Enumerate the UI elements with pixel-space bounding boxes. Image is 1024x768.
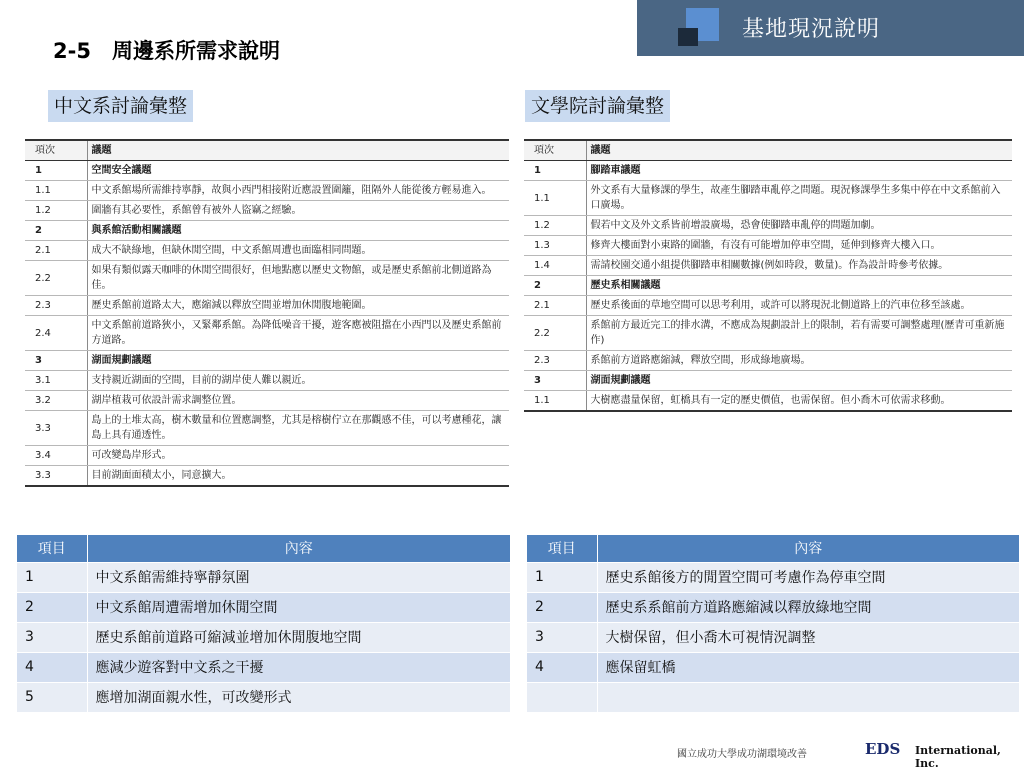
column-header: 內容: [597, 535, 1019, 562]
summary-number: [527, 682, 597, 712]
summary-number: 5: [17, 682, 87, 712]
right-section-heading: 文學院討論彙整: [525, 90, 670, 122]
item-text: 假若中文及外文系皆前增設廣場，恐會使腳踏車亂停的問題加劇。: [586, 216, 1012, 236]
table-row: [25, 296, 509, 316]
item-number: 2.2: [25, 261, 87, 296]
item-text: 與系館活動相關議題: [87, 221, 509, 241]
item-text: 成大不缺綠地，但缺休閒空間，中文系館周遭也面臨相同問題。: [87, 241, 509, 261]
item-text: 歷史系相關議題: [586, 276, 1012, 296]
item-text: 島上的土堆太高，樹木數量和位置應調整，尤其是榕樹佇立在那觀感不佳，可以考慮種花，讓島上具有通透性。: [87, 411, 509, 446]
item-text: 目前湖面面積太小，同意擴大。: [87, 466, 509, 487]
item-text: 歷史系館前道路太大，應縮減以釋放空間並增加休閒腹地範圍。: [87, 296, 509, 316]
item-number: 3.3: [25, 466, 87, 487]
right-summary-table: [527, 535, 1019, 712]
footer-eds-logo: EDS: [865, 740, 901, 758]
table-row: [524, 296, 1012, 316]
table-row: [524, 216, 1012, 236]
summary-text: 大樹保留，但小喬木可視情況調整: [597, 622, 1019, 652]
item-number: 3: [524, 371, 586, 391]
item-text: 湖面規劃議題: [87, 351, 509, 371]
item-text: 修齊大樓面對小東路的圍牆，有沒有可能增加停車空間，延伸到修齊大樓入口。: [586, 236, 1012, 256]
footer-university: 國立成功大學成功湖環境改善: [677, 749, 807, 760]
item-number: 1.2: [25, 201, 87, 221]
summary-row: [527, 562, 1019, 592]
table-row: [524, 371, 1012, 391]
table-row: [25, 466, 509, 487]
summary-row: [527, 592, 1019, 622]
table-row: [25, 371, 509, 391]
item-number: 2.3: [25, 296, 87, 316]
item-number: 1.3: [524, 236, 586, 256]
item-text: 如果有類似露天咖啡的休閒空間很好，但地點應以歷史文物館，或是歷史系館前北側道路為佳。: [87, 261, 509, 296]
item-number: 1: [25, 161, 87, 181]
table-row: [25, 446, 509, 466]
left-summary-table: [17, 535, 510, 712]
table-row: [25, 261, 509, 296]
header-banner: [637, 0, 1024, 56]
item-number: 1.1: [524, 391, 586, 412]
item-number: 3: [25, 351, 87, 371]
table-row: [524, 161, 1012, 181]
item-text: 中文系館前道路狹小，又緊鄰系館。為降低噪音干擾，遊客應被阻擋在小西門以及歷史系館前方道路。: [87, 316, 509, 351]
banner-square-dark: [678, 28, 698, 46]
item-text: 系館前方最近完工的排水溝，不應成為規劃設計上的限制，若有需要可調整處理(歷青可重新施作): [586, 316, 1012, 351]
item-number: 2.2: [524, 316, 586, 351]
table-row: [524, 391, 1012, 412]
item-number: 1.1: [524, 181, 586, 216]
summary-text: 應減少遊客對中文系之干擾: [87, 652, 510, 682]
item-text: 圍牆有其必要性，系館曾有被外人盜竊之經驗。: [87, 201, 509, 221]
item-text: 大樹應盡量保留，虹橋具有一定的歷史價值，也需保留。但小喬木可依需求移動。: [586, 391, 1012, 412]
item-text: 湖岸植栽可依設計需求調整位置。: [87, 391, 509, 411]
table-row: [524, 181, 1012, 216]
item-text: 支持親近湖面的空間，目前的湖岸使人難以親近。: [87, 371, 509, 391]
summary-text: 應增加湖面親水性，可改變形式: [87, 682, 510, 712]
right-source-table: [524, 139, 1012, 412]
item-number: 3.4: [25, 446, 87, 466]
summary-number: 3: [527, 622, 597, 652]
table-row: [25, 411, 509, 446]
table-row: [524, 316, 1012, 351]
summary-number: 4: [17, 652, 87, 682]
item-text: 可改變島岸形式。: [87, 446, 509, 466]
item-number: 2.1: [524, 296, 586, 316]
summary-text: 歷史系館前道路可縮減並增加休閒腹地空間: [87, 622, 510, 652]
item-number: 3.2: [25, 391, 87, 411]
left-source-table: [25, 139, 509, 487]
summary-text: 應保留虹橋: [597, 652, 1019, 682]
table-row: [524, 276, 1012, 296]
item-text: 空間安全議題: [87, 161, 509, 181]
item-text: 歷史系後面的草地空間可以思考利用，或許可以將現況北側道路上的汽車位移至該處。: [586, 296, 1012, 316]
table-row: [25, 181, 509, 201]
table-header-row: [524, 140, 1012, 161]
summary-number: 2: [527, 592, 597, 622]
footer-international: International, Inc.: [915, 744, 1001, 768]
table-header-row: [527, 535, 1019, 562]
table-row: [524, 236, 1012, 256]
summary-text: 中文系館需維持寧靜氛圍: [87, 562, 510, 592]
column-header: 議題: [586, 140, 1012, 161]
summary-row: [527, 652, 1019, 682]
item-text: 中文系館場所需維持寧靜，故與小西門相接附近應設置圍籬，阻隔外人能從後方輕易進入。: [87, 181, 509, 201]
summary-number: 2: [17, 592, 87, 622]
column-header: 項次: [25, 140, 87, 161]
table-row: [25, 351, 509, 371]
item-number: 2.3: [524, 351, 586, 371]
item-number: 1: [524, 161, 586, 181]
item-number: 3.3: [25, 411, 87, 446]
summary-number: 1: [527, 562, 597, 592]
item-number: 1.4: [524, 256, 586, 276]
table-row: [25, 201, 509, 221]
table-row: [25, 391, 509, 411]
item-number: 1.2: [524, 216, 586, 236]
table-header-row: [17, 535, 510, 562]
left-section-heading: 中文系討論彙整: [48, 90, 193, 122]
item-number: 2: [524, 276, 586, 296]
summary-row: [17, 622, 510, 652]
item-number: 1.1: [25, 181, 87, 201]
column-header: 內容: [87, 535, 510, 562]
summary-text: 歷史系系館前方道路應縮減以釋放綠地空間: [597, 592, 1019, 622]
column-header: 議題: [87, 140, 509, 161]
summary-text: [597, 682, 1019, 712]
table-header-row: [25, 140, 509, 161]
table-row: [25, 221, 509, 241]
summary-row: [17, 562, 510, 592]
item-text: 腳踏車議題: [586, 161, 1012, 181]
summary-row: [527, 622, 1019, 652]
item-number: 2.1: [25, 241, 87, 261]
summary-number: 1: [17, 562, 87, 592]
summary-text: 中文系館周遭需增加休閒空間: [87, 592, 510, 622]
item-number: 2.4: [25, 316, 87, 351]
table-row: [25, 241, 509, 261]
page-title: 2-5 周邊系所需求說明: [53, 39, 280, 63]
summary-row: [17, 592, 510, 622]
table-row: [25, 316, 509, 351]
summary-number: 4: [527, 652, 597, 682]
table-row: [25, 161, 509, 181]
table-row: [524, 256, 1012, 276]
column-header: 項次: [524, 140, 586, 161]
summary-row: [17, 682, 510, 712]
item-text: 湖面規劃議題: [586, 371, 1012, 391]
summary-number: 3: [17, 622, 87, 652]
item-text: 需請校園交通小組提供腳踏車相關數據(例如時段，數量)。作為設計時參考依據。: [586, 256, 1012, 276]
column-header: 項目: [17, 535, 87, 562]
item-text: 外文系有大量修課的學生，故產生腳踏車亂停之問題。現況修課學生多集中停在中文系館前入口廣場。: [586, 181, 1012, 216]
item-text: 系館前方道路應縮減，釋放空間，形成綠地廣場。: [586, 351, 1012, 371]
item-number: 3.1: [25, 371, 87, 391]
summary-row: [527, 682, 1019, 712]
summary-row: [17, 652, 510, 682]
summary-text: 歷史系館後方的閒置空間可考慮作為停車空間: [597, 562, 1019, 592]
table-row: [524, 351, 1012, 371]
item-number: 2: [25, 221, 87, 241]
banner-title: 基地現況說明: [742, 17, 881, 42]
column-header: 項目: [527, 535, 597, 562]
